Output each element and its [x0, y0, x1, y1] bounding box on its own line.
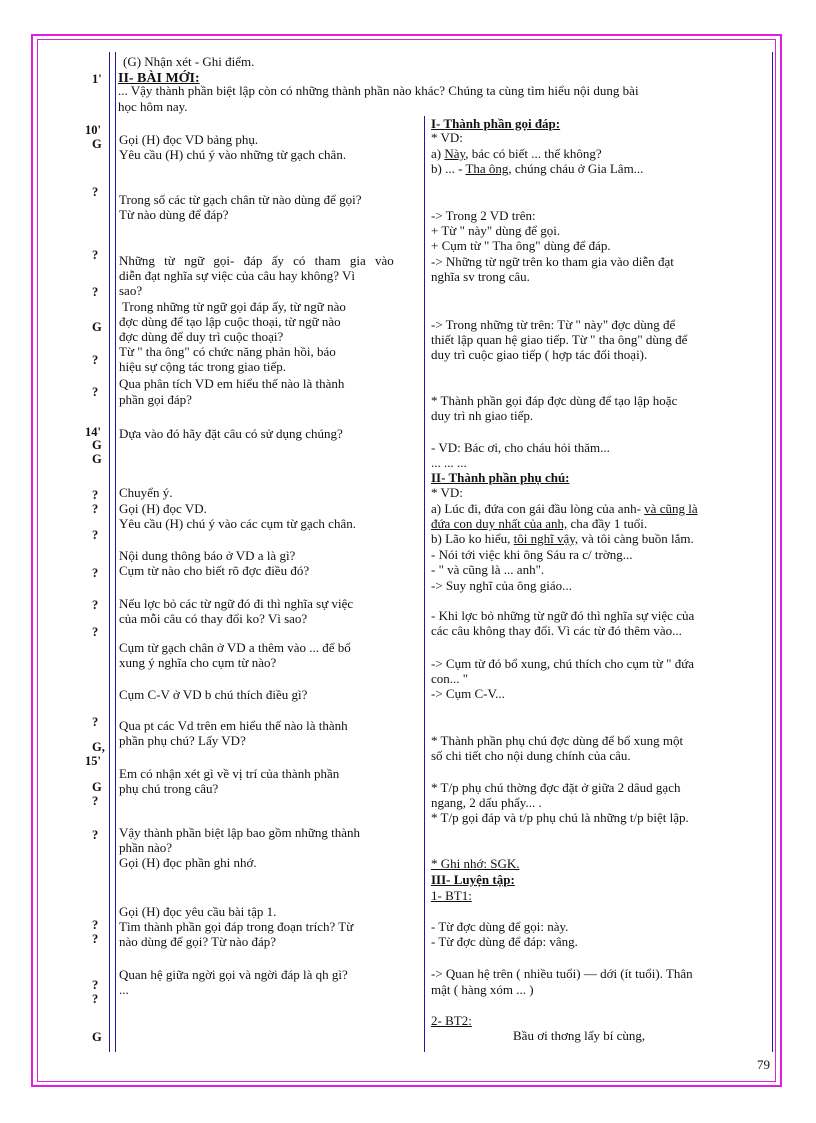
left-line: xung ý nghĩa cho cụm từ nào? — [119, 655, 277, 670]
right-line: - " và cũng là ... anh". — [431, 562, 545, 577]
left-line: Nếu lợc bỏ các từ ngữ đó đi thì nghĩa sự việc — [119, 596, 354, 611]
margin-marker: ? — [92, 566, 99, 580]
left-line: Nội dung thông báo ở VD a là gì? — [119, 548, 296, 563]
right-line: mật ( hàng xóm ... ) — [431, 982, 534, 997]
left-line: Gọi (H) đọc VD bảng phụ. — [119, 132, 259, 147]
right-line: đứa con duy nhất của anh, cha đầy 1 tuổi. — [431, 516, 648, 531]
left-line: Cụm từ nào cho biết rõ đợc điều đó? — [119, 563, 310, 578]
header-intro-2: học hôm nay. — [118, 99, 188, 114]
section-heading: II- BÀI MỚI: — [118, 71, 200, 86]
right-line: a) Này, bác có biết ... thế không? — [431, 146, 602, 161]
margin-marker: ? — [92, 828, 99, 842]
left-line: Chuyển ý. — [119, 485, 173, 500]
right-line: * Thành phần phụ chú đợc dùng để bổ xung một — [431, 733, 684, 748]
right-line: - Từ đợc dùng để gọi: này. — [431, 919, 569, 934]
right-line: thiết lập quan hệ giao tiếp. Từ " tha ông" dùng để — [431, 332, 688, 347]
left-line: Những từ ngữ gọi- đáp ấy có tham gia vào — [119, 253, 394, 268]
margin-marker: G — [92, 320, 102, 334]
right-line: a) Lúc đi, đứa con gái đầu lòng của anh- và cũng là — [431, 501, 698, 516]
margin-marker: G — [92, 1030, 102, 1044]
margin-marker: ? — [92, 528, 99, 542]
left-line: Gọi (H) đọc yêu cầu bài tập 1. — [119, 904, 277, 919]
left-line: đợc dùng để duy trì cuộc thoại? — [119, 329, 284, 344]
margin-marker: ? — [92, 598, 99, 612]
exercise-heading: 1- BT1: — [431, 888, 472, 903]
right-line: các câu không thay đổi. Vì các từ đó thêm vào... — [431, 623, 682, 638]
right-line: * T/p gọi đáp và t/p phụ chú là những t/p biệt lập. — [431, 810, 689, 825]
margin-marker: ? — [92, 992, 99, 1006]
left-line: Gọi (H) đọc phần ghi nhớ. — [119, 855, 257, 870]
rule-margin-right — [115, 52, 116, 1052]
rule-margin-left — [109, 52, 110, 1052]
left-line: nào dùng để gọi? Từ nào đáp? — [119, 934, 276, 949]
header-line1: (G) Nhận xét - Ghi điểm. — [123, 54, 255, 69]
left-line: Yêu cầu (H) chú ý vào những từ gạch chân. — [119, 147, 347, 162]
right-line: b) Lão ko hiểu, tôi nghĩ vậy, và tôi càng buồn lắm. — [431, 531, 694, 546]
left-line: diễn đạt nghĩa sự việc của câu hay không? Vì — [119, 268, 356, 283]
right-line: - Khi lợc bỏ những từ ngữ đó thì nghĩa sự việc của — [431, 608, 695, 623]
left-line: Từ nào dùng để đáp? — [119, 207, 229, 222]
right-line: -> Suy nghĩ của ông giáo... — [431, 578, 572, 593]
margin-marker: G, — [92, 740, 105, 754]
right-line: * Thành phần gọi đáp đợc dùng để tạo lập hoặc — [431, 393, 678, 408]
right-line: duy trì cuộc giao tiếp ( hợp tác đối thoại). — [431, 347, 648, 362]
left-line: Qua pt các Vd trên em hiểu thế nào là thành — [119, 718, 348, 733]
margin-marker: 1' — [92, 72, 102, 86]
right-line: * VD: — [431, 130, 463, 145]
right-line: duy trì nh giao tiếp. — [431, 408, 534, 423]
left-line: sao? — [119, 283, 143, 298]
left-line: Trong số các từ gạch chân từ nào dùng để gọi? — [119, 192, 362, 207]
right-line: con... " — [431, 671, 469, 686]
left-line: hiệu sự cộng tác trong giao tiếp. — [119, 359, 286, 374]
left-line: Qua phân tích VD em hiểu thế nào là thành — [119, 376, 345, 391]
page-number: 79 — [757, 1057, 770, 1072]
left-line: đợc dùng để tạo lập cuộc thoại, từ ngữ nào — [119, 314, 341, 329]
section-heading-3: III- Luyện tập: — [431, 872, 515, 887]
header-intro-1: ... Vậy thành phần biệt lập còn có những thành phần nào khác? Chúng ta cùng tìm hiểu nội dung bài — [118, 83, 639, 98]
margin-marker: ? — [92, 715, 99, 729]
right-line: ngang, 2 dấu phẩy... . — [431, 795, 542, 810]
right-line: - Từ đợc dùng để đáp: vâng. — [431, 934, 578, 949]
note-line: * Ghi nhớ: SGK. — [431, 856, 520, 871]
margin-marker: ? — [92, 353, 99, 367]
margin-marker: G — [92, 780, 102, 794]
poem-line: Bầu ơi thơng lấy bí cùng, — [513, 1028, 646, 1043]
left-line: Tìm thành phần gọi đáp trong đoạn trích? Từ — [119, 919, 354, 934]
rule-middle — [424, 116, 425, 1052]
margin-marker: G — [92, 452, 102, 466]
right-line: b) ... - Tha ông, chúng cháu ở Gia Lâm... — [431, 161, 644, 176]
right-line: ... ... ... — [431, 455, 467, 470]
left-line: Em có nhận xét gì về vị trí của thành phần — [119, 766, 340, 781]
right-line: -> Cụm C-V... — [431, 686, 505, 701]
right-line: - Nói tới việc khi ông Sáu ra c/ trờng... — [431, 547, 633, 562]
margin-marker: ? — [92, 932, 99, 946]
margin-marker: ? — [92, 978, 99, 992]
margin-marker: ? — [92, 285, 99, 299]
margin-marker: ? — [92, 794, 99, 808]
margin-marker: ? — [92, 502, 99, 516]
left-line: Cụm C-V ở VD b chú thích điều gì? — [119, 687, 308, 702]
margin-marker: ? — [92, 488, 99, 502]
right-line: nghĩa sv trong câu. — [431, 269, 530, 284]
right-line: + Cụm từ " Tha ông" dùng để đáp. — [431, 238, 611, 253]
right-line: số chi tiết cho nội dung chính của câu. — [431, 748, 631, 763]
right-line: -> Cụm từ đó bổ xung, chú thích cho cụm từ " đứa — [431, 656, 695, 671]
left-line: Cụm từ gạch chân ở VD a thêm vào ... để bổ — [119, 640, 351, 655]
left-line: ... — [119, 982, 129, 997]
right-line: -> Trong những từ trên: Từ " này" đợc dùng để — [431, 317, 676, 332]
right-line: -> Trong 2 VD trên: — [431, 208, 536, 223]
margin-marker: ? — [92, 918, 99, 932]
left-line: Gọi (H) đọc VD. — [119, 501, 207, 516]
left-line: phụ chú trong câu? — [119, 781, 219, 796]
margin-marker: ? — [92, 385, 99, 399]
margin-marker: 10' — [85, 123, 101, 137]
right-line: - VD: Bác ơi, cho cháu hỏi thăm... — [431, 440, 610, 455]
left-line: Dựa vào đó hãy đặt câu có sử dụng chúng? — [119, 426, 343, 441]
right-line: * VD: — [431, 485, 463, 500]
left-line: Yêu cầu (H) chú ý vào các cụm từ gạch chân. — [119, 516, 356, 531]
right-line: -> Quan hệ trên ( nhiều tuổi) — dới (ít tuổi). Thân — [431, 966, 693, 981]
left-line: Trong những từ ngữ gọi đáp ấy, từ ngữ nào — [122, 299, 346, 314]
exercise-heading: 2- BT2: — [431, 1013, 472, 1028]
left-line: Từ " tha ông" có chức năng phản hồi, báo — [119, 344, 336, 359]
margin-marker: 14' — [85, 425, 101, 439]
section-heading-1: I- Thành phần gọi đáp: — [431, 116, 561, 131]
margin-marker: G — [92, 438, 102, 452]
margin-marker: ? — [92, 248, 99, 262]
section-heading-2: II- Thành phần phụ chú: — [431, 470, 570, 485]
left-line: phần gọi đáp? — [119, 392, 192, 407]
margin-marker: G — [92, 137, 102, 151]
left-line: của mỗi câu có thay đổi ko? Vì sao? — [119, 611, 308, 626]
margin-marker: 15' — [85, 754, 101, 768]
right-line: -> Những từ ngữ trên ko tham gia vào diễn đạt — [431, 254, 674, 269]
left-line: phần nào? — [119, 840, 173, 855]
left-line: phần phụ chú? Lấy VD? — [119, 733, 246, 748]
right-line: * T/p phụ chú thờng đợc đặt ở giữa 2 dâud gạch — [431, 780, 681, 795]
margin-marker: ? — [92, 625, 99, 639]
left-line: Vậy thành phần biệt lập bao gồm những thành — [119, 825, 360, 840]
left-line: Quan hệ giữa ngời gọi và ngời đáp là qh gì? — [119, 967, 348, 982]
right-line: + Từ " này" dùng để gọi. — [431, 223, 561, 238]
rule-right — [772, 52, 773, 1052]
margin-marker: ? — [92, 185, 99, 199]
